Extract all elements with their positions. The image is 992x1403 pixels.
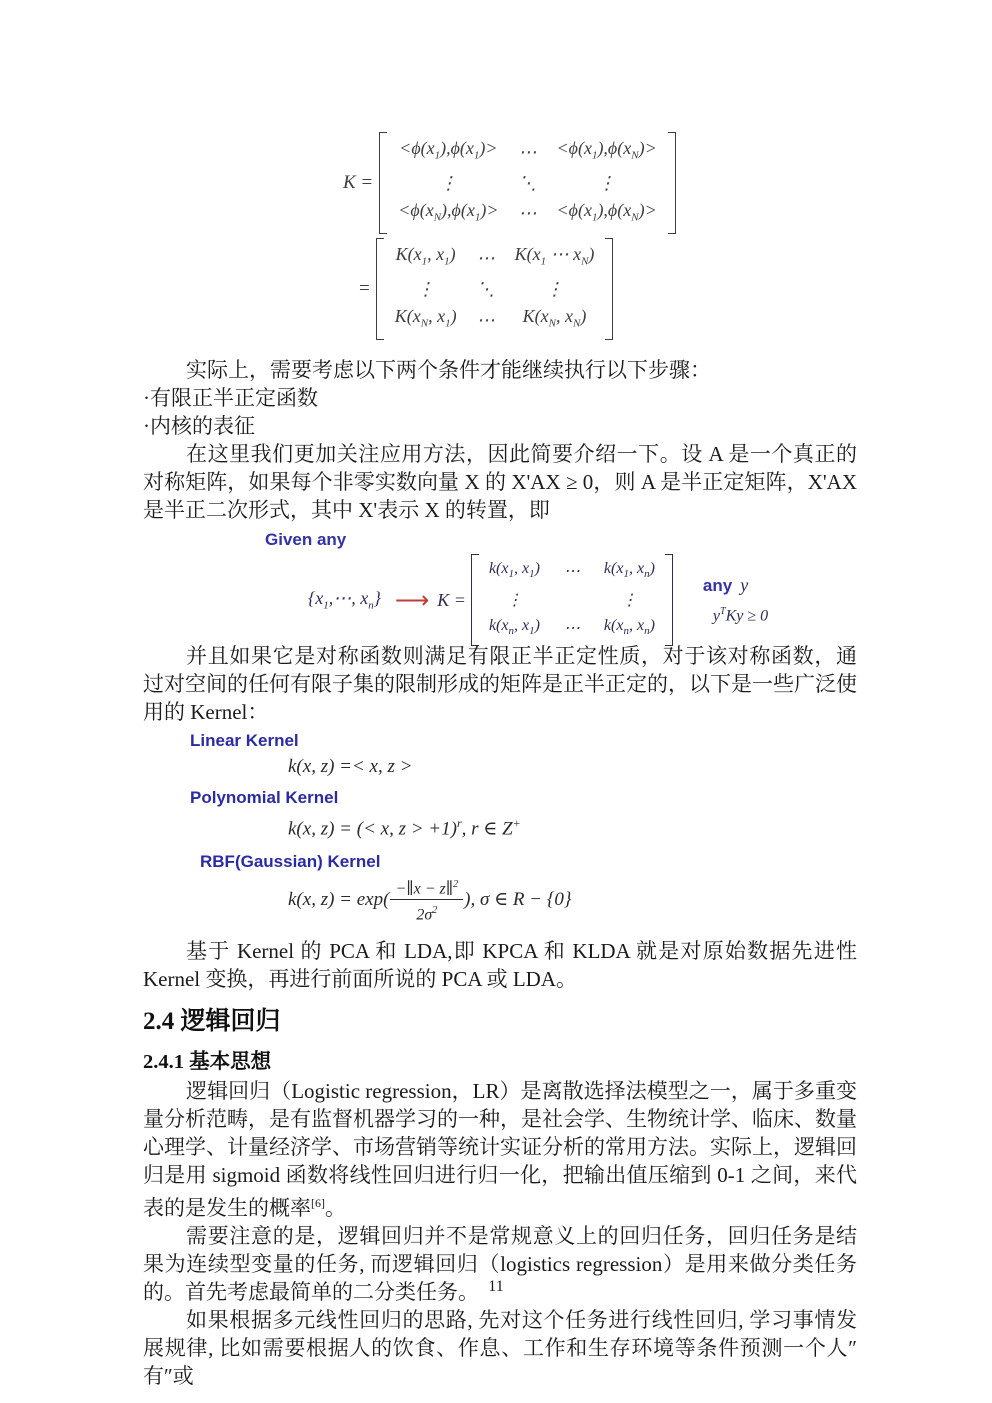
matrix-cell: $k(x_n$, $x_1$) [488, 616, 540, 637]
matrix-cell: ⋮ [621, 591, 638, 609]
sample-set-math: {$x_1,\cdots$, $x_n$} [308, 588, 381, 612]
any-y-label: any y [702, 574, 749, 595]
matrix-cell: ⋯ [476, 247, 495, 268]
fraction-denominator: $2\sigma^2$ [416, 905, 438, 924]
given-any-label: Given any [265, 530, 347, 550]
matrix-grid [482, 554, 662, 645]
matrix [471, 554, 673, 645]
subsection-heading-basic-idea: 2.4.1 基本思想 [143, 1051, 272, 1074]
psd-condition-math: $y^TKy \ge 0$ [712, 605, 769, 625]
polynomial-kernel-formula: k(x, z) = (< x, z > +1)$^r$, r ∈ Z+ [288, 816, 521, 840]
figure-right-column [703, 575, 768, 625]
matrix-cell: $<\phi(x_1),\phi(x_N)>$ [556, 138, 657, 162]
rbf-kernel-formula [288, 875, 857, 925]
kernel-function-matrix-equation [359, 238, 857, 340]
page-content [143, 0, 857, 1390]
equation-lhs: = [359, 278, 370, 300]
matrix-grid [387, 238, 603, 340]
matrix-cell: $k(x_1$, $x_1$) [488, 560, 540, 581]
matrix-cell: ⋱ [518, 172, 537, 193]
matrix-cell: ⋯ [476, 309, 495, 330]
bullet-kernel-representation: ·内核的表征 [143, 414, 255, 439]
matrix-grid [390, 132, 664, 234]
paragraph-psd-definition: 在这里我们更加关注应用方法，因此简要介绍一下。设 A 是一个真正的对称矩阵，如果每个非零实数向量 X 的 X'AX ≥ 0，则 A 是半正定矩阵，X'AX 是半正二次形式，其中 X'表示 X 的转置，即 [143, 442, 857, 523]
polynomial-kernel-label: Polynomial Kernel [190, 788, 339, 808]
matrix-cell: $k(x_n$, $x_n$) [603, 616, 655, 637]
fraction-numerator: −∥x − z∥$^2$ [390, 875, 463, 900]
linear-kernel-label: Linear Kernel [190, 731, 299, 751]
matrix-bracket-right-icon [668, 132, 676, 234]
matrix-cell: $K(x_1$, $x_1$) [395, 244, 456, 268]
kernel-gram-matrix-equation [343, 132, 857, 234]
paragraph-symmetric-function: 并且如果它是对称函数则满足有限正半正定性质，对于该对称函数，通过对空间的任何有限子集的限制形成的矩阵是正半正定的，以下是一些广泛使用的 Kernel： [143, 644, 857, 725]
matrix-cell: $k(x_1$, $x_n$) [603, 560, 655, 581]
figure-equation-row [308, 554, 768, 645]
matrix-cell: ⋮ [416, 278, 435, 299]
matrix-bracket-right-icon [665, 554, 673, 645]
bullet-finite-psd-function: ·有限正半正定函数 [143, 386, 318, 411]
page-number: 11 [488, 1278, 504, 1295]
linear-kernel-formula: k(x, z) =< x, z > [288, 756, 413, 778]
matrix-cell: ⋮ [597, 172, 616, 193]
matrix-cell: ⋯ [563, 619, 580, 637]
matrix-bracket-left-icon [471, 554, 479, 645]
figure-equation-lhs: K = [437, 589, 466, 610]
matrix-bracket-left-icon [376, 238, 384, 340]
matrix-cell: $<\phi(x_1),\phi(x_N)>$ [556, 199, 657, 224]
matrix [379, 132, 675, 234]
matrix-cell: $<\phi(x_N),\phi(x_1)>$ [398, 199, 499, 224]
rbf-formula-suffix: ), σ ∈ R − {0} [464, 889, 572, 911]
section-heading-logistic-regression: 2.4 逻辑回归 [143, 1008, 281, 1036]
matrix-cell: $K(x_1$ ⋯ $x_N$) [514, 244, 595, 268]
fraction [390, 875, 463, 925]
rbf-kernel-label: RBF(Gaussian) Kernel [200, 851, 381, 871]
paragraph-two-conditions: 实际上，需要考虑以下两个条件才能继续执行以下步骤： [186, 358, 712, 383]
paragraph-linear-regression-idea: 如果根据多元线性回归的思路, 先对这个任务进行线性回归, 学习事情发展规律, 比如需要根据人的饮食、作息、工作和生存环境等条件预测一个人″有″或 [143, 1308, 857, 1389]
matrix-bracket-right-icon [605, 238, 613, 340]
matrix-cell: ⋮ [545, 278, 564, 299]
matrix-bracket-left-icon [379, 132, 387, 234]
matrix-cell: $K(x_N$, $x_1$) [394, 305, 457, 330]
matrix-cell: ⋱ [476, 278, 495, 299]
matrix-cell: ⋯ [563, 563, 580, 581]
equation-lhs: K = [343, 172, 374, 194]
paragraph-kpca-klda: 基于 Kernel 的 PCA 和 LDA,即 KPCA 和 KLDA 就是对原始数据先进性 Kernel 变换，再进行前面所说的 PCA 或 LDA。 [143, 939, 857, 992]
matrix-cell: ⋮ [439, 172, 458, 193]
matrix-cell: $K(x_N$, $x_N$) [522, 305, 587, 330]
matrix-cell: ⋯ [518, 141, 537, 162]
rbf-formula-prefix: k(x, z) = exp( [288, 889, 390, 911]
kernel-list [143, 730, 857, 924]
right-arrow-icon: ⟶ [394, 586, 430, 615]
matrix-cell: ⋯ [518, 203, 537, 224]
paragraph-lr-classification: 需要注意的是，逻辑回归并不是常规意义上的回归任务，回归任务是结果为连续型变量的任务, 而逻辑回归（logistics regression）是用来做分类任务的。首先考虑最简单的二分类任务。 [143, 1224, 857, 1305]
matrix [376, 238, 614, 340]
given-any-kernel-figure [143, 530, 857, 637]
paragraph-lr-definition: 逻辑回归（Logistic regression，LR）是离散选择法模型之一，属于多重变量分析范畴，是有监督机器学习的一种，是社会学、生物统计学、临床、数量心理学、计量经济学、市场营销等统计实证分析的常用方法。实际上，逻辑回归是用 sigmoid 函数将线性回归进行归一化，把输出值压缩到 0-1 之间，来代表的是发生的概率[6]。 [143, 1079, 857, 1221]
matrix-cell: $<\phi(x_1),\phi(x_1)>$ [399, 138, 498, 162]
matrix-cell: ⋮ [506, 591, 523, 609]
